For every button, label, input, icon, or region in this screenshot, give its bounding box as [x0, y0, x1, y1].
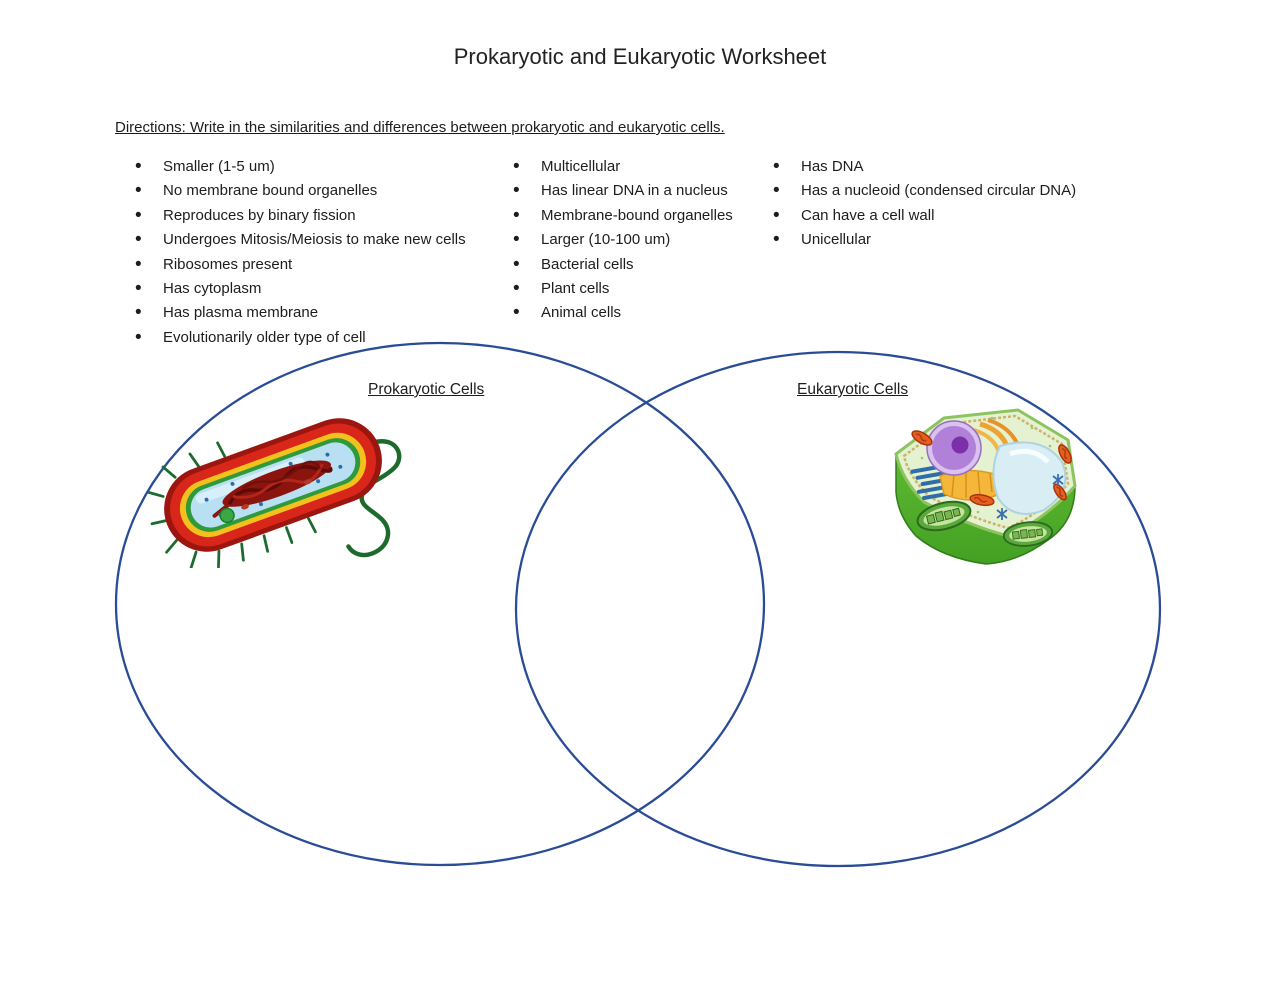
bullet-item: • Ribosomes present [134, 253, 466, 277]
bullet-item: • Can have a cell wall [772, 204, 1076, 228]
bullet-item: • Unicellular [772, 228, 1076, 252]
bullet-item: • Evolutionarily older type of cell [134, 326, 466, 350]
nucleus [927, 421, 981, 475]
bullet-item: • Reproduces by binary fission [134, 204, 466, 228]
eukaryotic-plant-cell-illustration [882, 388, 1087, 570]
venn-label-prokaryotic-cells: Prokaryotic Cells [368, 381, 485, 398]
page-title: Prokaryotic and Eukaryotic Worksheet [453, 44, 827, 69]
bullet-item: • Has DNA [772, 155, 1076, 179]
bullet-item: • Smaller (1-5 um) [134, 155, 466, 179]
bullet-item: • Undergoes Mitosis/Meiosis to make new cells [134, 228, 466, 252]
bullet-item: • Plant cells [512, 277, 733, 301]
bullet-item: • Animal cells [512, 301, 733, 325]
bullet-item: • Bacterial cells [512, 253, 733, 277]
prokaryotic-cell-illustration [148, 396, 406, 568]
venn-label-eukaryotic-cells: Eukaryotic Cells [797, 381, 909, 398]
bullet-item: • Larger (10-100 um) [512, 228, 733, 252]
bullet-item: • Multicellular [512, 155, 733, 179]
bullet-item: • Membrane-bound organelles [512, 204, 733, 228]
bullet-item: • Has a nucleoid (condensed circular DNA) [772, 179, 1076, 203]
directions-text: Directions: Write in the similarities and differences between prokaryotic and eukaryotic cells. [115, 119, 725, 136]
nucleolus [952, 437, 969, 454]
bullet-item: • No membrane bound organelles [134, 179, 466, 203]
bullet-item: • Has cytoplasm [134, 277, 466, 301]
bullet-item: • Has linear DNA in a nucleus [512, 179, 733, 203]
bullet-item: • Has plasma membrane [134, 301, 466, 325]
